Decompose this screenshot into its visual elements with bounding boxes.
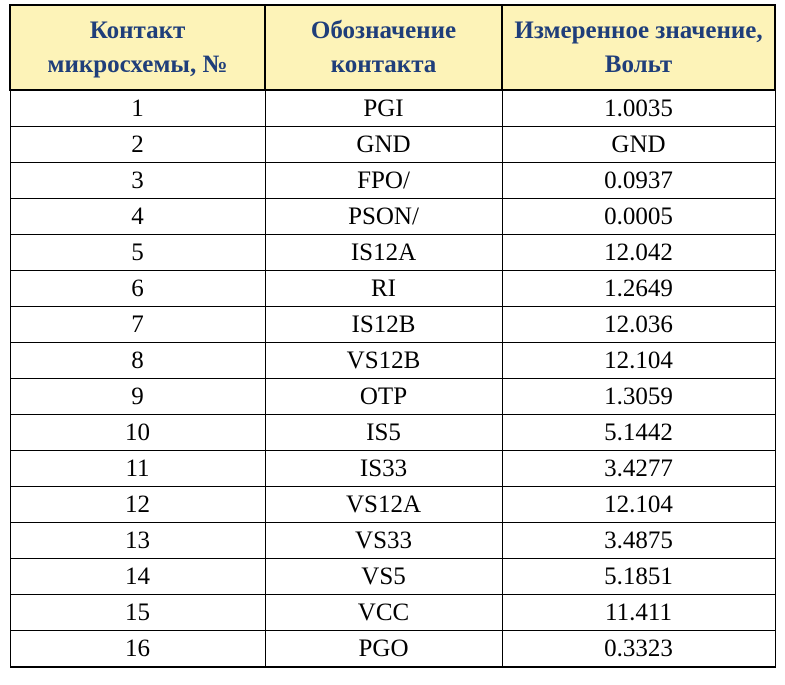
- pin-number-cell: 2: [10, 127, 265, 163]
- voltage-value-cell: 1.2649: [502, 271, 775, 307]
- table-row: [10, 451, 775, 487]
- table-row: [10, 523, 775, 559]
- pin-designation-cell: VS12B: [265, 343, 502, 379]
- table-header: [10, 5, 775, 90]
- table-row: [10, 595, 775, 631]
- voltage-value-cell: 5.1442: [502, 415, 775, 451]
- table-row: [10, 487, 775, 523]
- pin-designation-cell: RI: [265, 271, 502, 307]
- pin-voltage-table: [9, 4, 776, 668]
- pin-number-cell: 10: [10, 415, 265, 451]
- table-row: [10, 235, 775, 271]
- pin-designation-cell: OTP: [265, 379, 502, 415]
- pin-designation-cell: IS33: [265, 451, 502, 487]
- table-row: [10, 127, 775, 163]
- pin-number-cell: 11: [10, 451, 265, 487]
- voltage-value-cell: 0.3323: [502, 631, 775, 668]
- pin-number-cell: 14: [10, 559, 265, 595]
- column-header-measured-voltage: Измеренное значение, Вольт: [502, 5, 775, 90]
- pin-designation-cell: IS12A: [265, 235, 502, 271]
- pin-designation-cell: PGI: [265, 90, 502, 127]
- pin-designation-cell: GND: [265, 127, 502, 163]
- table-row: [10, 415, 775, 451]
- pin-number-cell: 15: [10, 595, 265, 631]
- voltage-value-cell: 12.104: [502, 343, 775, 379]
- pin-number-cell: 12: [10, 487, 265, 523]
- pin-designation-cell: FPO/: [265, 163, 502, 199]
- pin-number-cell: 8: [10, 343, 265, 379]
- column-header-pin-designation: Обозначение контакта: [265, 5, 502, 90]
- table-row: [10, 307, 775, 343]
- column-header-pin-number: Контакт микросхемы, №: [10, 5, 265, 90]
- table-row: [10, 631, 775, 668]
- pin-designation-cell: VS5: [265, 559, 502, 595]
- pin-number-cell: 7: [10, 307, 265, 343]
- table-row: [10, 379, 775, 415]
- header-row: [10, 5, 775, 90]
- pin-number-cell: 3: [10, 163, 265, 199]
- pin-number-cell: 1: [10, 90, 265, 127]
- pin-designation-cell: PSON/: [265, 199, 502, 235]
- table-row: [10, 343, 775, 379]
- table-row: [10, 559, 775, 595]
- voltage-value-cell: 12.104: [502, 487, 775, 523]
- pin-designation-cell: IS12B: [265, 307, 502, 343]
- table-body: [10, 90, 775, 667]
- voltage-value-cell: 3.4277: [502, 451, 775, 487]
- pin-designation-cell: VS33: [265, 523, 502, 559]
- pin-number-cell: 16: [10, 631, 265, 668]
- pin-number-cell: 4: [10, 199, 265, 235]
- pin-number-cell: 13: [10, 523, 265, 559]
- pin-number-cell: 5: [10, 235, 265, 271]
- table-row: [10, 199, 775, 235]
- table-row: [10, 163, 775, 199]
- voltage-value-cell: 12.036: [502, 307, 775, 343]
- voltage-value-cell: 1.0035: [502, 90, 775, 127]
- voltage-value-cell: 5.1851: [502, 559, 775, 595]
- voltage-value-cell: 12.042: [502, 235, 775, 271]
- pin-designation-cell: PGO: [265, 631, 502, 668]
- voltage-value-cell: 1.3059: [502, 379, 775, 415]
- pin-designation-cell: IS5: [265, 415, 502, 451]
- table-row: [10, 271, 775, 307]
- voltage-value-cell: 0.0005: [502, 199, 775, 235]
- pin-number-cell: 9: [10, 379, 265, 415]
- voltage-value-cell: 11.411: [502, 595, 775, 631]
- pin-number-cell: 6: [10, 271, 265, 307]
- voltage-value-cell: 0.0937: [502, 163, 775, 199]
- voltage-value-cell: GND: [502, 127, 775, 163]
- pin-designation-cell: VCC: [265, 595, 502, 631]
- table-row: [10, 90, 775, 127]
- voltage-value-cell: 3.4875: [502, 523, 775, 559]
- pin-designation-cell: VS12A: [265, 487, 502, 523]
